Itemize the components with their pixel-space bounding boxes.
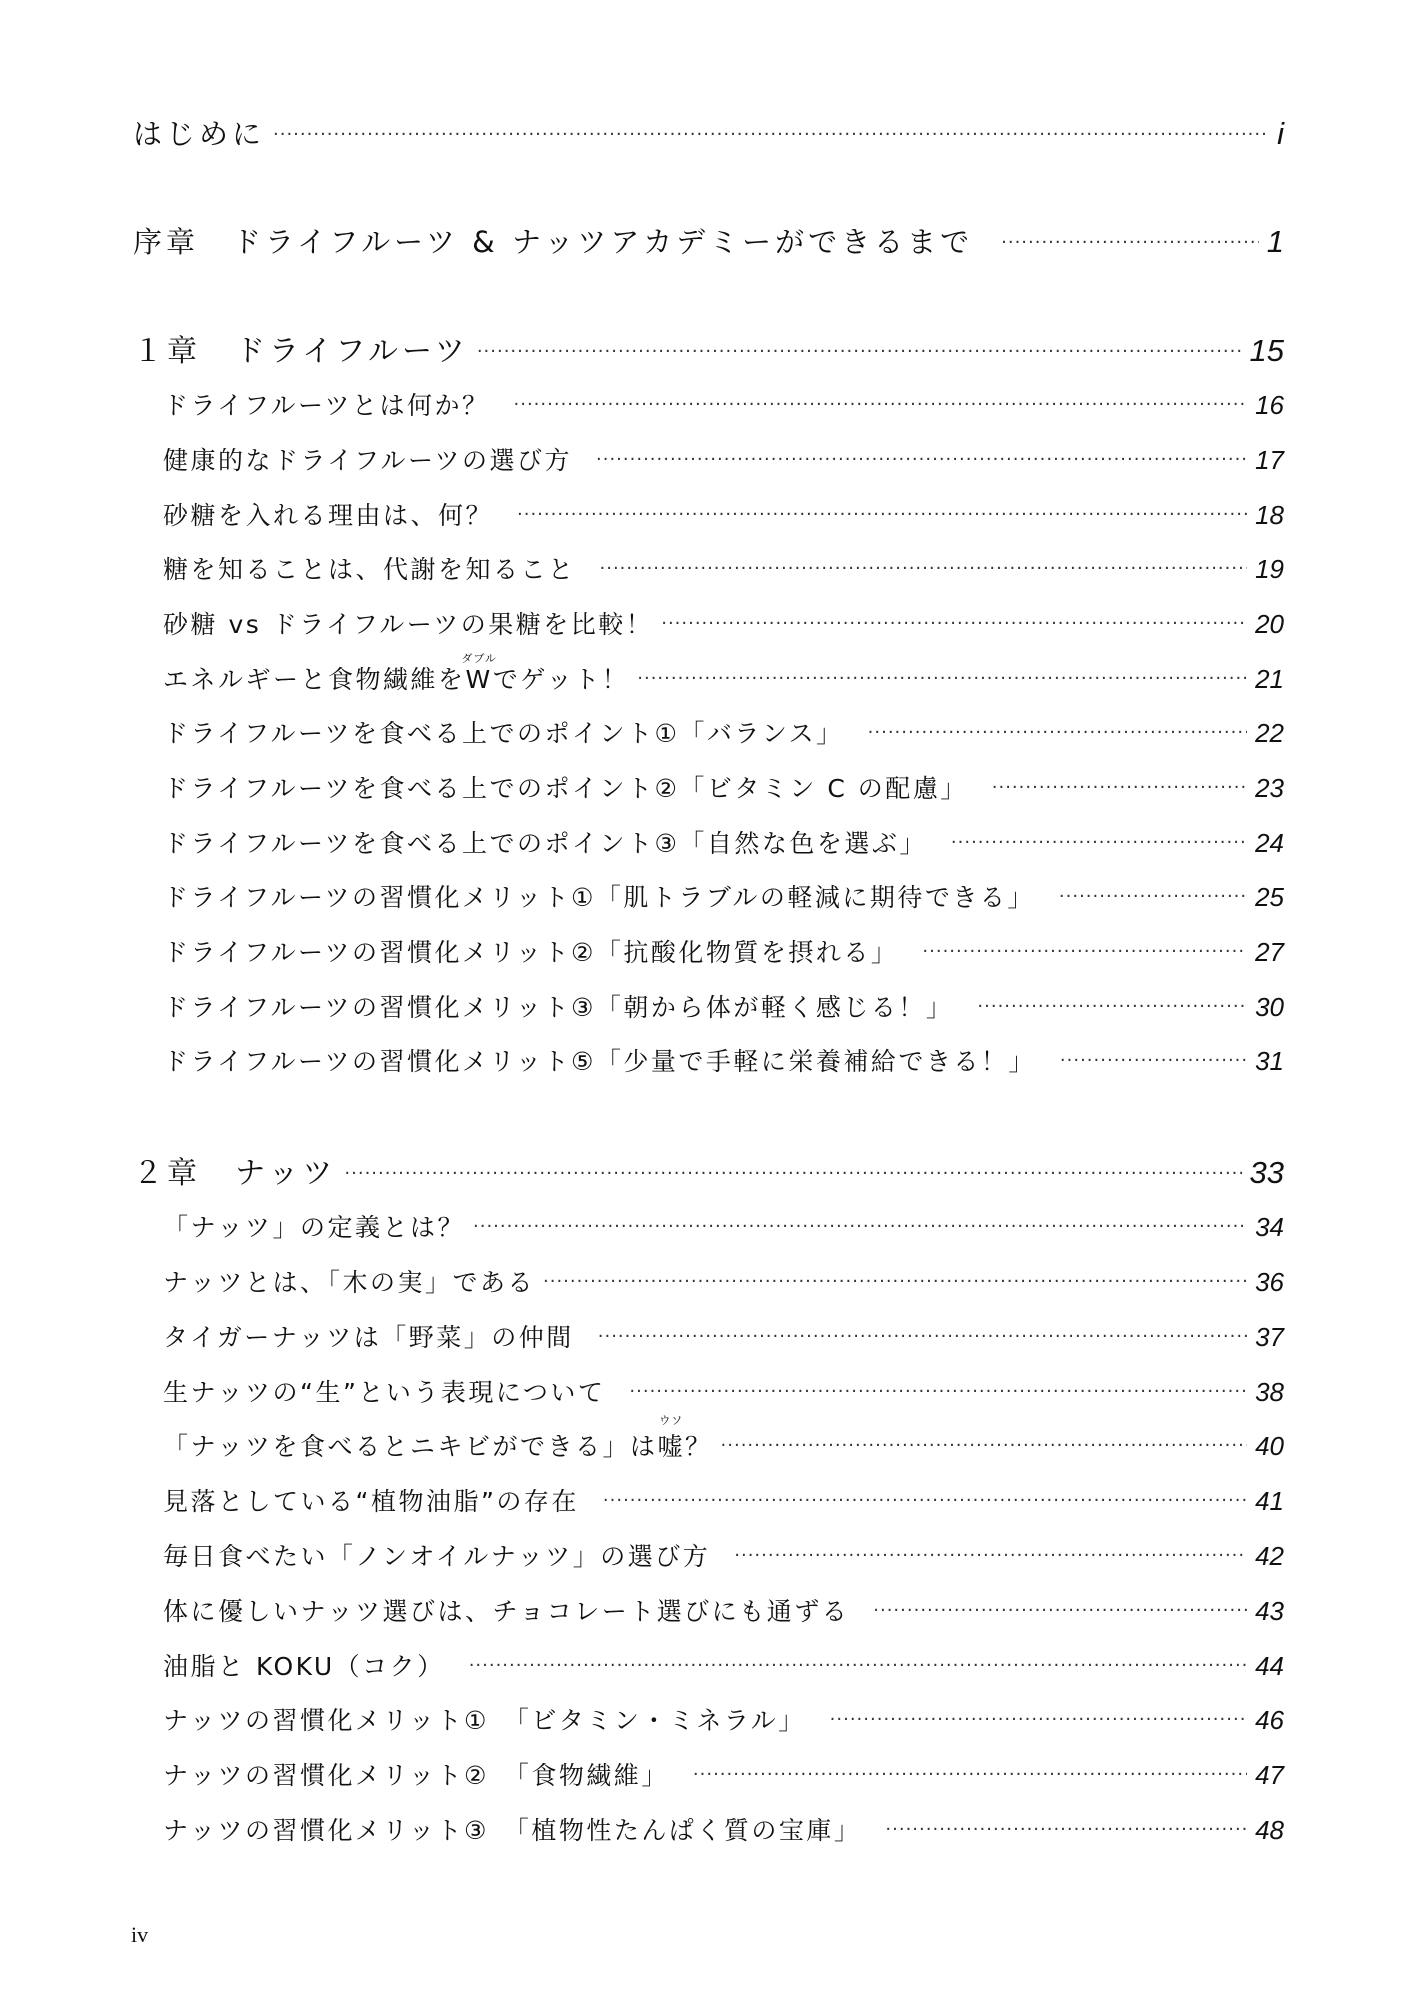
- toc-entry[interactable]: [163, 1756, 1284, 1792]
- ruby-base: W: [465, 665, 493, 694]
- page-folio: iv: [131, 1922, 149, 1947]
- toc-entry[interactable]: [163, 988, 1284, 1024]
- toc-entry[interactable]: [163, 824, 1284, 860]
- page-number: 18: [1255, 500, 1284, 530]
- entry-title: 生ナッツの“生”という表現について: [163, 1378, 606, 1407]
- page-number: 36: [1255, 1267, 1284, 1297]
- toc-entry[interactable]: [163, 1537, 1284, 1573]
- title-before: 「ナッツを食べるとニキビができる」は: [163, 1432, 658, 1461]
- dot-leader: [977, 996, 1247, 1017]
- entry-title: ナッツとは、「木の実」である: [163, 1268, 536, 1297]
- page-number: 44: [1255, 1651, 1284, 1681]
- entry-title: 油脂と KOKU（コク）: [163, 1652, 445, 1681]
- entry-title: ドライフルーツを食べる上でのポイント②「ビタミン C の配慮」: [163, 774, 968, 803]
- title-before: エネルギーと食物繊維を: [163, 665, 466, 694]
- toc-entry[interactable]: [163, 386, 1284, 422]
- dot-leader: [1060, 1050, 1247, 1071]
- dot-leader: [1001, 232, 1259, 253]
- toc-entry[interactable]: [163, 1647, 1284, 1683]
- dot-leader: [603, 1490, 1247, 1511]
- dot-leader: [885, 1819, 1247, 1840]
- dot-leader: [922, 941, 1247, 962]
- toc-entry[interactable]: [163, 1263, 1284, 1299]
- dot-leader: [477, 341, 1242, 362]
- page-number: 46: [1255, 1705, 1284, 1735]
- dot-leader: [543, 1271, 1247, 1292]
- toc-entry[interactable]: [163, 933, 1284, 969]
- dot-leader: [596, 449, 1247, 470]
- ruby-text: ダブル: [461, 652, 497, 665]
- entry-title: ナッツの習慣化メリット③ 「植物性たんぱく質の宝庫」: [163, 1816, 862, 1845]
- entry-title: 糖を知ることは、代謝を知ること: [163, 555, 576, 584]
- entry-title: ドライフルーツの習慣化メリット⑤「少量で手軽に栄養補給できる！」: [163, 1047, 1036, 1076]
- dot-leader: [473, 1216, 1247, 1237]
- toc-chapter-1[interactable]: [133, 326, 1284, 370]
- toc-entry[interactable]: [163, 1208, 1284, 1244]
- chapter-title: ２章 ナッツ: [133, 1156, 337, 1191]
- toc-entry[interactable]: [163, 878, 1284, 914]
- page-number: 21: [1255, 664, 1284, 694]
- ruby-base: 嘘: [657, 1432, 686, 1461]
- dot-leader: [637, 668, 1247, 689]
- dot-leader: [951, 832, 1247, 853]
- toc-entry[interactable]: [163, 1592, 1284, 1628]
- page-number: 16: [1255, 390, 1284, 420]
- toc-entry[interactable]: [163, 1042, 1284, 1078]
- dot-leader: [344, 1163, 1241, 1184]
- dot-leader: [693, 1764, 1247, 1785]
- toc-entry[interactable]: [163, 769, 1284, 805]
- entry-title: 砂糖を入れる理由は、何？: [163, 501, 494, 530]
- entry-title: 「ナッツ」の定義とは？: [163, 1213, 466, 1242]
- toc-entry[interactable]: [163, 1482, 1284, 1518]
- dot-leader: [469, 1655, 1247, 1676]
- page-number: 47: [1255, 1760, 1284, 1790]
- page-number: 27: [1255, 937, 1284, 967]
- page-number: 48: [1255, 1815, 1284, 1845]
- dot-leader: [992, 777, 1247, 798]
- toc-entry[interactable]: [163, 1811, 1284, 1847]
- page-number: 31: [1255, 1046, 1284, 1076]
- dot-leader: [873, 1600, 1247, 1621]
- dot-leader: [868, 722, 1247, 743]
- dot-leader: [600, 558, 1248, 579]
- toc-entry[interactable]: [163, 1318, 1284, 1354]
- entry-title: ドライフルーツの習慣化メリット③「朝から体が軽く感じる！」: [163, 993, 954, 1022]
- entry-title: ドライフルーツの習慣化メリット②「抗酸化物質を摂れる」: [163, 938, 899, 967]
- page-number: 20: [1255, 609, 1284, 639]
- page-number: 24: [1255, 828, 1284, 858]
- entry-title: ドライフルーツとは何か？: [163, 391, 490, 420]
- toc-entry-prologue[interactable]: [133, 220, 1284, 261]
- ruby-w: [461, 652, 497, 694]
- page-number: 41: [1255, 1486, 1284, 1516]
- ruby-uso: [657, 1414, 686, 1463]
- entry-title: ナッツの習慣化メリット② 「食物繊維」: [163, 1761, 669, 1790]
- entry-title: タイガーナッツは「野菜」の仲間: [163, 1323, 574, 1352]
- toc-entry[interactable]: [163, 605, 1284, 641]
- toc-entry[interactable]: [163, 441, 1284, 477]
- entry-title: ドライフルーツの習慣化メリット①「肌トラブルの軽減に期待できる」: [163, 883, 1035, 912]
- entry-title: ナッツの習慣化メリット① 「ビタミン・ミネラル」: [163, 1706, 806, 1735]
- page-number: 25: [1255, 882, 1284, 912]
- page-number: 22: [1255, 718, 1284, 748]
- page-number: 38: [1255, 1377, 1284, 1407]
- dot-leader: [734, 1545, 1247, 1566]
- page-number: 19: [1255, 554, 1284, 584]
- toc-entry[interactable]: [163, 1701, 1284, 1737]
- page-number: 43: [1255, 1596, 1284, 1626]
- page-number: 15: [1249, 333, 1284, 368]
- entry-title: 健康的なドライフルーツの選び方: [163, 446, 573, 475]
- toc-entry[interactable]: [163, 652, 1284, 696]
- entry-title: [163, 652, 630, 696]
- entry-title: 見落としている“植物油脂”の存在: [163, 1487, 579, 1516]
- entry-title: 毎日食べたい「ノンオイルナッツ」の選び方: [163, 1542, 711, 1571]
- page-number: 23: [1255, 773, 1284, 803]
- page-number: 34: [1255, 1212, 1284, 1242]
- chapter-title: １章 ドライフルーツ: [133, 334, 469, 369]
- entry-title: ドライフルーツを食べる上でのポイント①「バランス」: [163, 719, 844, 748]
- entry-title: [163, 1414, 713, 1463]
- page-number: 1: [1266, 224, 1284, 259]
- toc-entry-preface[interactable]: [133, 112, 1284, 153]
- title-after: でゲット！: [492, 665, 630, 694]
- toc-entry[interactable]: [163, 1414, 1284, 1463]
- page-number: 33: [1249, 1155, 1284, 1190]
- dot-leader: [629, 1381, 1247, 1402]
- dot-leader: [514, 394, 1248, 415]
- dot-leader: [273, 124, 1269, 145]
- dot-leader: [661, 613, 1247, 634]
- dot-leader: [598, 1326, 1247, 1347]
- dot-leader: [721, 1435, 1248, 1456]
- ruby-text: ウソ: [659, 1414, 684, 1427]
- entry-title: 体に優しいナッツ選びは、チョコレート選びにも通ずる: [163, 1597, 850, 1626]
- dot-leader: [517, 504, 1247, 525]
- entry-title: ドライフルーツを食べる上でのポイント③「自然な色を選ぶ」: [163, 829, 927, 858]
- dot-leader: [1059, 886, 1247, 907]
- page-number: 37: [1255, 1322, 1284, 1352]
- page-number: 40: [1255, 1431, 1284, 1461]
- entry-title: 序章 ドライフルーツ & ナッツアカデミーができるまで: [133, 225, 974, 259]
- page-number: i: [1277, 116, 1284, 151]
- title-after: ？: [685, 1432, 713, 1461]
- dot-leader: [830, 1709, 1247, 1730]
- entry-title: はじめに: [133, 117, 266, 151]
- entry-title: 砂糖 vs ドライフルーツの果糖を比較！: [163, 610, 654, 639]
- toc-entry[interactable]: [163, 1373, 1284, 1409]
- page-number: 17: [1255, 445, 1284, 475]
- toc-entry[interactable]: [163, 550, 1284, 586]
- page-number: 42: [1255, 1541, 1284, 1571]
- toc-chapter-2[interactable]: [133, 1148, 1284, 1192]
- toc-entry[interactable]: [163, 714, 1284, 750]
- page-number: 30: [1255, 992, 1284, 1022]
- toc-entry[interactable]: [163, 496, 1284, 532]
